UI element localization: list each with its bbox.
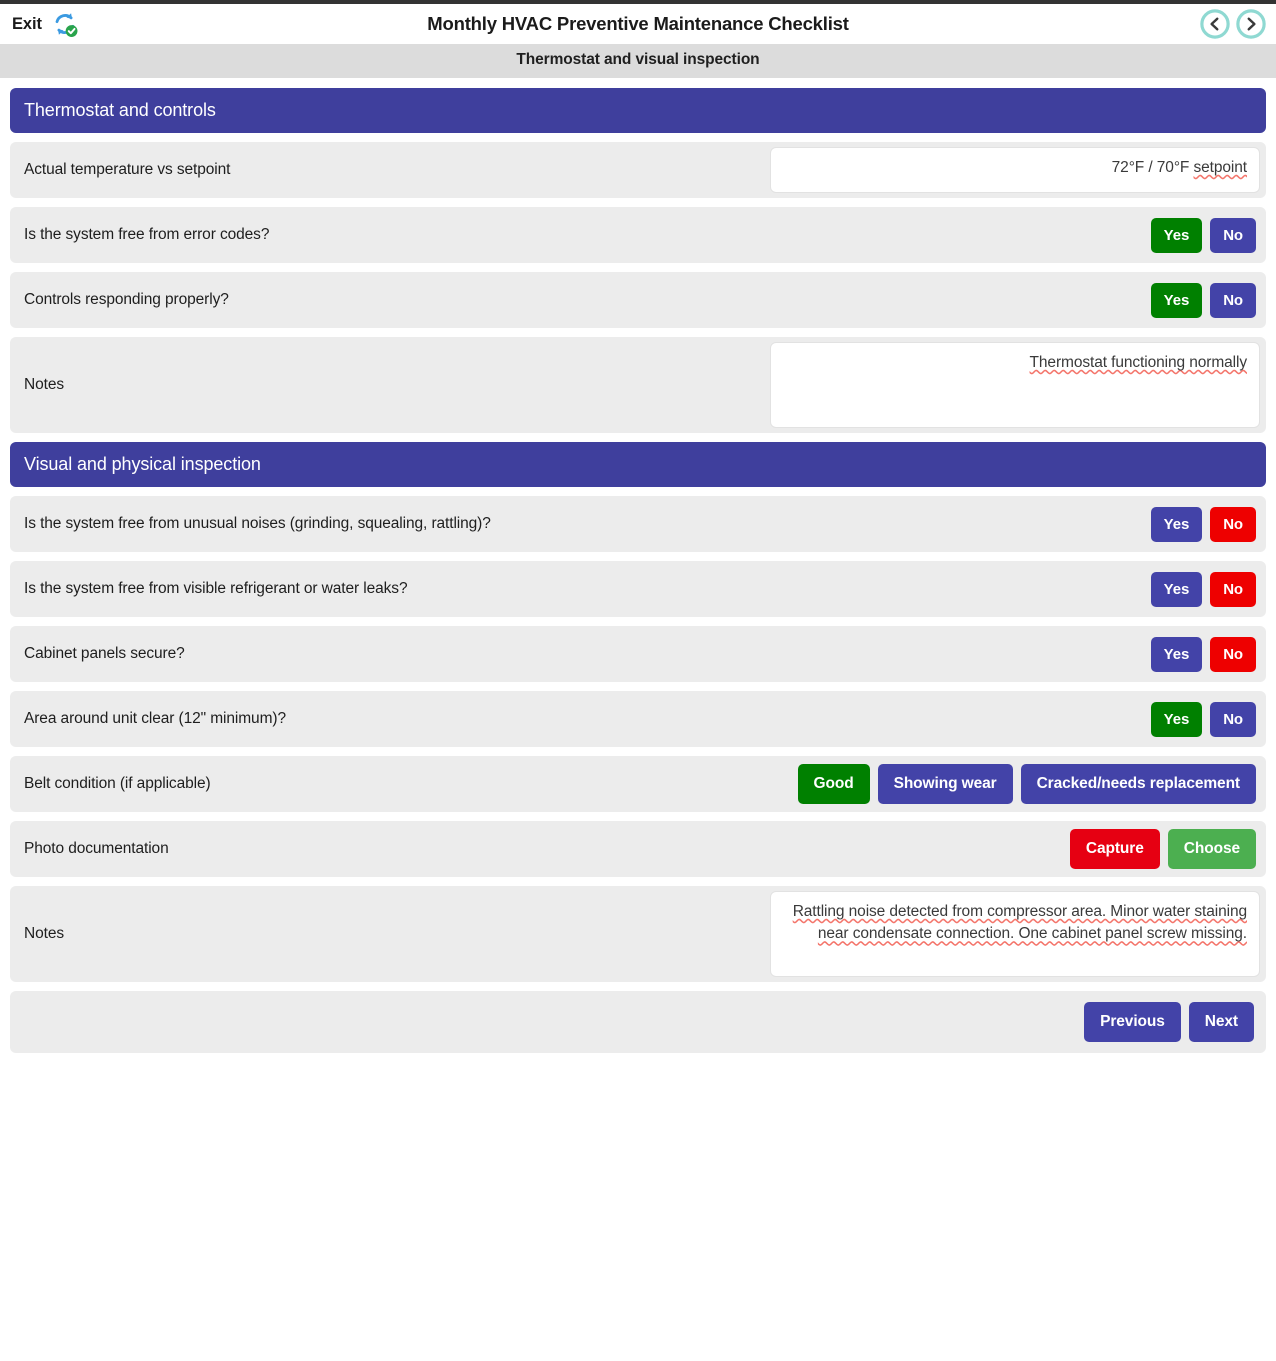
row-notes-thermostat — [10, 337, 1266, 433]
belt-option-good[interactable]: Good — [798, 764, 870, 804]
yes-button[interactable]: Yes — [1151, 283, 1203, 318]
temperature-value-misspelled: setpoint — [1193, 159, 1247, 176]
no-button[interactable]: No — [1210, 218, 1256, 253]
no-button[interactable]: No — [1210, 637, 1256, 672]
yes-no-group — [1141, 210, 1266, 261]
choose-button[interactable]: Choose — [1168, 829, 1256, 869]
belt-option-showing-wear[interactable]: Showing wear — [878, 764, 1013, 804]
header-nav-group — [1200, 9, 1266, 39]
temperature-value: 72°F / 70°F — [1111, 159, 1194, 176]
row-free-from-visible-leaks — [10, 561, 1266, 617]
row-belt-condition — [10, 756, 1266, 812]
section-header-visual-and-physical-inspection: Visual and physical inspection — [10, 442, 1266, 487]
chevron-left-circle-icon[interactable] — [1200, 9, 1230, 39]
belt-condition-group — [788, 756, 1266, 812]
row-label: Area around unit clear (12" minimum)? — [24, 710, 286, 727]
row-free-from-unusual-noises — [10, 496, 1266, 552]
yes-no-group — [1141, 499, 1266, 550]
row-controls-responding-properly — [10, 272, 1266, 328]
notes-textarea-thermostat[interactable]: Thermostat functioning normally — [770, 342, 1260, 428]
row-label: Actual temperature vs setpoint — [24, 161, 231, 178]
row-cabinet-panels-secure — [10, 626, 1266, 682]
capture-button[interactable]: Capture — [1070, 829, 1160, 869]
yes-button[interactable]: Yes — [1151, 637, 1203, 672]
yes-button[interactable]: Yes — [1151, 702, 1203, 737]
chevron-right-circle-icon[interactable] — [1236, 9, 1266, 39]
row-label: Is the system free from visible refrigerant or water leaks? — [24, 580, 408, 597]
yes-no-group — [1141, 275, 1266, 326]
no-button[interactable]: No — [1210, 283, 1256, 318]
row-label: Notes — [24, 376, 64, 393]
previous-button[interactable]: Previous — [1084, 1002, 1181, 1042]
row-label: Controls responding properly? — [24, 291, 229, 308]
app-header — [0, 4, 1276, 44]
yes-button[interactable]: Yes — [1151, 572, 1203, 607]
row-label: Is the system free from error codes? — [24, 226, 270, 243]
row-photo-documentation — [10, 821, 1266, 877]
exit-label: Exit — [12, 14, 42, 33]
yes-no-group — [1141, 564, 1266, 615]
notes-textarea-visual[interactable]: Rattling noise detected from compressor area. Minor water staining near condensate connection. One cabinet panel screw missing. — [770, 891, 1260, 977]
belt-option-cracked-needs-replacement[interactable]: Cracked/needs replacement — [1021, 764, 1256, 804]
page-subtitle: Thermostat and visual inspection — [0, 44, 1276, 78]
row-notes-visual — [10, 886, 1266, 982]
yes-button[interactable]: Yes — [1151, 218, 1203, 253]
row-actual-temperature-vs-setpoint — [10, 142, 1266, 198]
yes-no-group — [1141, 694, 1266, 745]
row-area-around-unit-clear — [10, 691, 1266, 747]
next-button[interactable]: Next — [1189, 1002, 1254, 1042]
sync-check-icon — [50, 9, 80, 39]
no-button[interactable]: No — [1210, 507, 1256, 542]
temperature-input[interactable] — [770, 147, 1260, 193]
row-label: Photo documentation — [24, 840, 169, 857]
section-header-thermostat-and-controls: Thermostat and controls — [10, 88, 1266, 133]
exit-button[interactable] — [12, 9, 80, 39]
photo-button-group — [1060, 821, 1266, 877]
pagination-footer — [10, 991, 1266, 1053]
yes-button[interactable]: Yes — [1151, 507, 1203, 542]
page-title: Monthly HVAC Preventive Maintenance Checklist — [427, 13, 849, 34]
row-system-free-from-error-codes — [10, 207, 1266, 263]
no-button[interactable]: No — [1210, 702, 1256, 737]
row-label: Cabinet panels secure? — [24, 645, 185, 662]
no-button[interactable]: No — [1210, 572, 1256, 607]
row-label: Notes — [24, 925, 64, 942]
row-label: Is the system free from unusual noises (grinding, squealing, rattling)? — [24, 515, 491, 532]
row-label: Belt condition (if applicable) — [24, 775, 211, 792]
yes-no-group — [1141, 629, 1266, 680]
checklist-content — [0, 78, 1276, 1053]
